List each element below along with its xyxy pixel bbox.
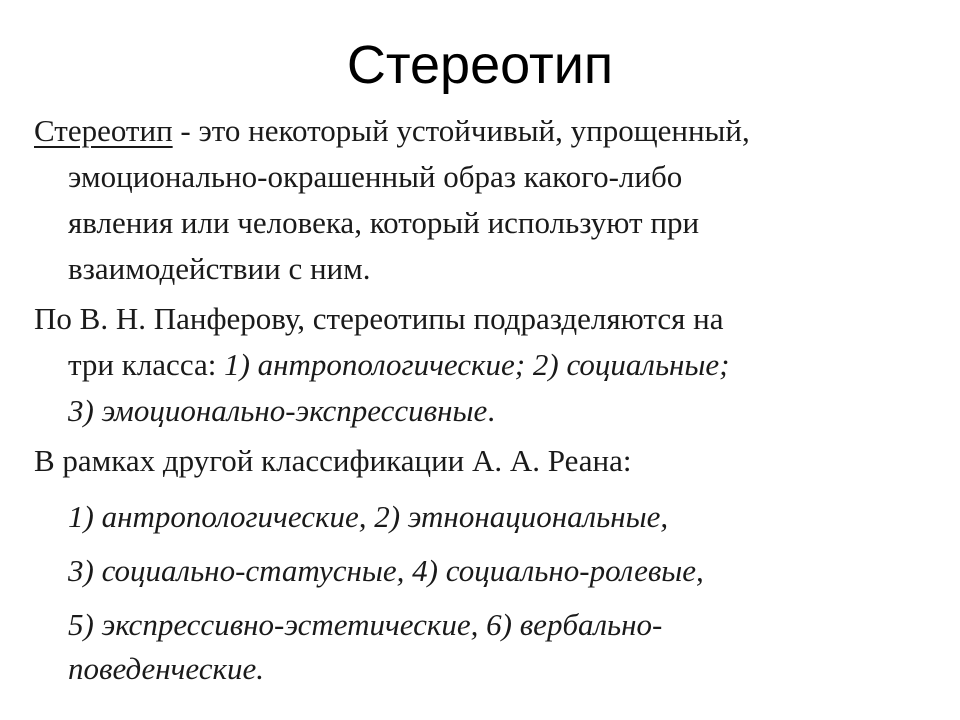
definition-term: Стереотип [34, 113, 173, 148]
definition-line-4: взаимодействии с ним. [68, 251, 371, 286]
definition-paragraph [34, 108, 934, 292]
rean-item-3: 5) экспрессивно-эстетические, 6) вербально- [68, 607, 663, 642]
rean-intro-text: В рамках другой классификации А. А. Реана: [34, 443, 632, 478]
definition-line-1 [34, 108, 934, 154]
panferov-line-2 [34, 342, 934, 388]
slide-title: Стереотип [346, 35, 614, 95]
rean-item-1: 1) антропологические, 2) этнонациональные, [68, 499, 669, 534]
definition-line-3: явления или человека, который используют при [68, 205, 700, 240]
panferov-line-3 [34, 388, 934, 434]
panferov-paragraph [34, 296, 934, 434]
definition-line-1-rest: - это некоторый устойчивый, упрощенный, [172, 113, 750, 148]
rean-intro [34, 438, 934, 484]
panferov-line-1: По В. Н. Панферову, стереотипы подразделяются на [34, 301, 724, 336]
panferov-line-3-end: . [487, 393, 496, 428]
definition-line-2: эмоционально-окрашенный образ какого-либо [68, 159, 683, 194]
rean-item-2: 3) социально-статусные, 4) социально-ролевые, [68, 553, 704, 588]
panferov-line-2-plain: три класса: [68, 347, 225, 382]
panferov-line-2-italic: 1) антропологические; 2) социальные; [224, 347, 730, 382]
rean-item-3-cont: поведенческие. [68, 651, 265, 686]
panferov-line-3-italic: 3) эмоционально-экспрессивные [68, 393, 488, 428]
